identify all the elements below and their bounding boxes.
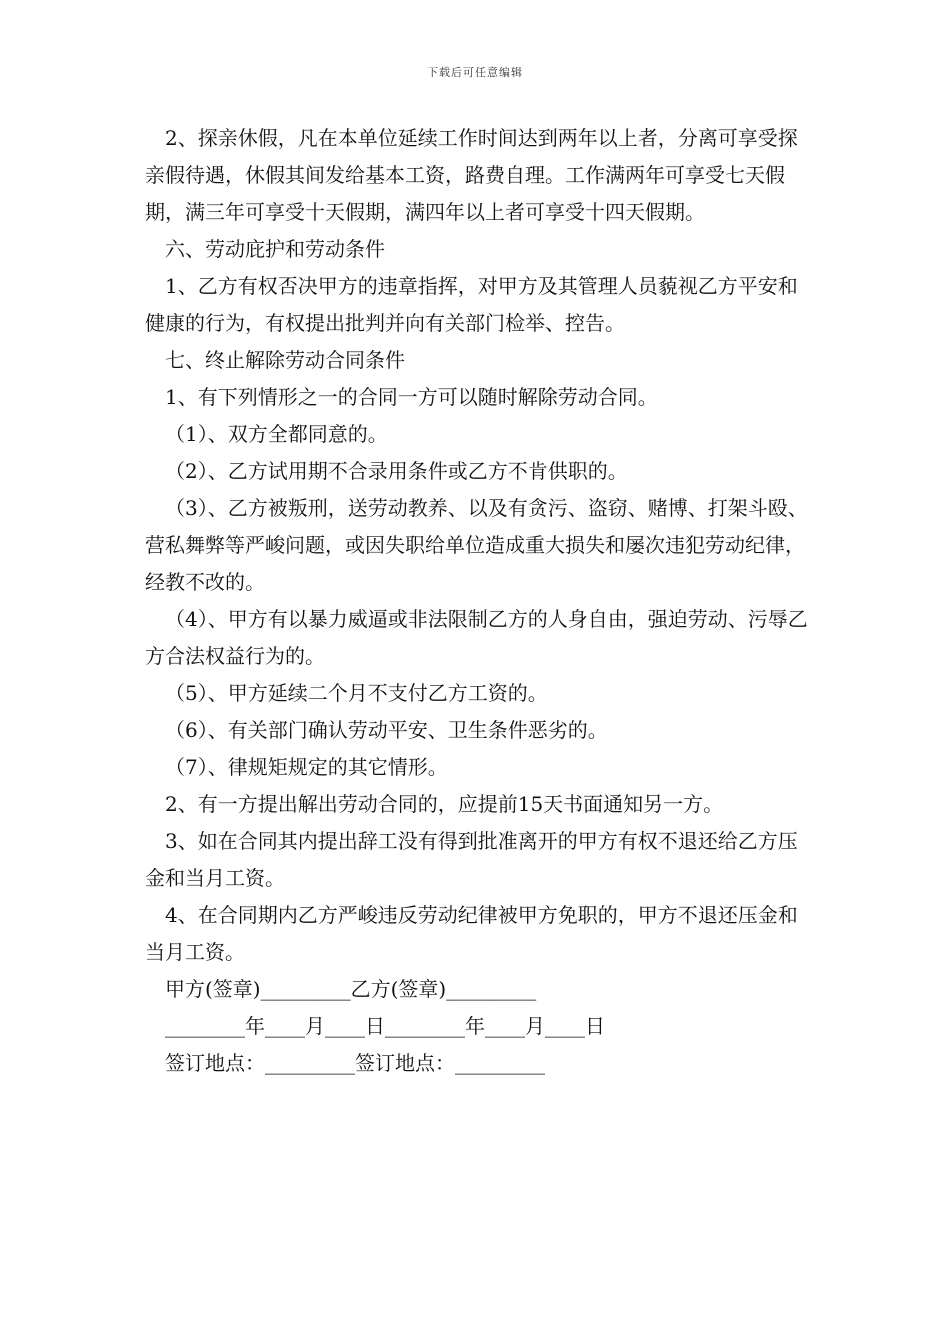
paragraph-termination-cases: 1、有下列情形之一的合同一方可以随时解除劳动合同。 [165,385,658,409]
paragraph-home-leave: 2、探亲休假，凡在本单位延续工作时间达到两年以上者，分离可享受探亲假待遇，休假其间发给基本工资，路费自理。工作满两年可享受七天假期，满三年可享受十天假期，满四年以上者可享受十四天假期。 [145,126,798,224]
paragraph-dismissal: 4、在合同期内乙方严峻违反劳动纪律被甲方免职的，甲方不退还压金和当月工资。 [145,903,798,964]
signature-line: 甲方(签章)_________乙方(签章)_________ [165,977,537,1001]
section-heading-labor-protection: 六、劳动庇护和劳动条件 [165,237,385,261]
termination-case-1: （1）、双方全都同意的。 [165,422,388,446]
signing-place-line: 签订地点：_________签订地点：_________ [165,1051,545,1075]
paragraph-unapproved-resignation: 3、如在合同其内提出辞工没有得到批准离开的甲方有权不退还给乙方压金和当月工资。 [145,829,798,890]
termination-case-5: （5）、甲方延续二个月不支付乙方工资的。 [165,681,548,705]
termination-case-6: （6）、有关部门确认劳动平安、卫生条件恶劣的。 [165,718,608,742]
section-heading-termination: 七、终止解除劳动合同条件 [165,348,405,372]
paragraph-reject-illegal-command: 1、乙方有权否决甲方的违章指挥，对甲方及其管理人员藐视乙方平安和健康的行为，有权提出批判并向有关部门检举、控告。 [145,274,798,335]
paragraph-notice-period: 2、有一方提出解出劳动合同的，应提前15天书面通知另一方。 [165,792,724,816]
page-header-note: 下载后可任意编辑 [427,66,523,79]
termination-case-7: （7）、律规矩规定的其它情形。 [165,755,448,779]
termination-case-2: （2）、乙方试用期不合录用条件或乙方不肯供职的。 [165,459,628,483]
termination-case-3: （3）、乙方被叛刑，送劳动教养、以及有贪污、盗窃、赌博、打架斗殴、营私舞弊等严峻问题，或因失职给单位造成重大损失和屡次违犯劳动纪律，经教不改的。 [145,496,808,594]
termination-case-4: （4）、甲方有以暴力威逼或非法限制乙方的人身自由，强迫劳动、污辱乙方合法权益行为的。 [145,607,808,668]
document-body [145,120,815,1082]
date-line: ________年____月____日________年____月____日 [165,1014,605,1038]
